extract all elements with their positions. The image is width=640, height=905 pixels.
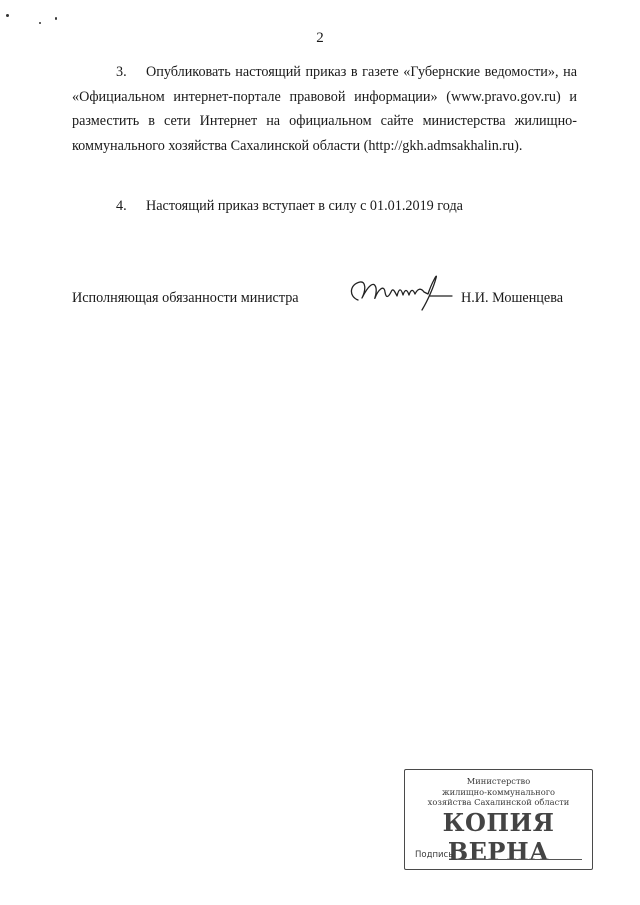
- signature-block: [72, 290, 572, 330]
- scan-speck: [6, 14, 9, 17]
- list-item-4: [72, 194, 577, 219]
- list-item-number: 3.: [116, 64, 127, 80]
- handwritten-signature: [344, 270, 454, 312]
- list-item-3: [72, 60, 577, 158]
- stamp-org-line: Министерство: [466, 776, 531, 786]
- stamp-org-line: хозяйства Сахалинской области: [427, 797, 570, 807]
- stamp-signature-label: Подпись: [415, 850, 454, 860]
- stamp-signature-line: [457, 859, 582, 860]
- page-number: 2: [316, 30, 324, 46]
- signatory-title: Исполняющая обязанности министра: [72, 290, 299, 306]
- list-item-text: Опубликовать настоящий приказ в газете «Губернские ведомости», на «Официальном интернет-портале правовой информации» (www.pravo.gov.ru) и разместить в сети Интернет на официальном сайте министерства жилищно-коммунального хозяйства Сахалинской области (http://gkh.admsakhalin.ru).: [72, 64, 577, 154]
- scan-speck: [55, 17, 57, 20]
- copy-certified-stamp: [404, 769, 593, 870]
- stamp-copy-correct: КОПИЯ ВЕРНА: [442, 808, 555, 866]
- list-item-text: Настоящий приказ вступает в силу с 01.01.2019 года: [146, 198, 463, 214]
- signatory-name: Н.И. Мошенцева: [461, 290, 563, 306]
- list-item-number: 4.: [116, 198, 127, 214]
- scan-speck: [39, 22, 41, 24]
- stamp-org-line: жилищно-коммунального: [441, 786, 556, 797]
- stamp-organization: [405, 776, 592, 808]
